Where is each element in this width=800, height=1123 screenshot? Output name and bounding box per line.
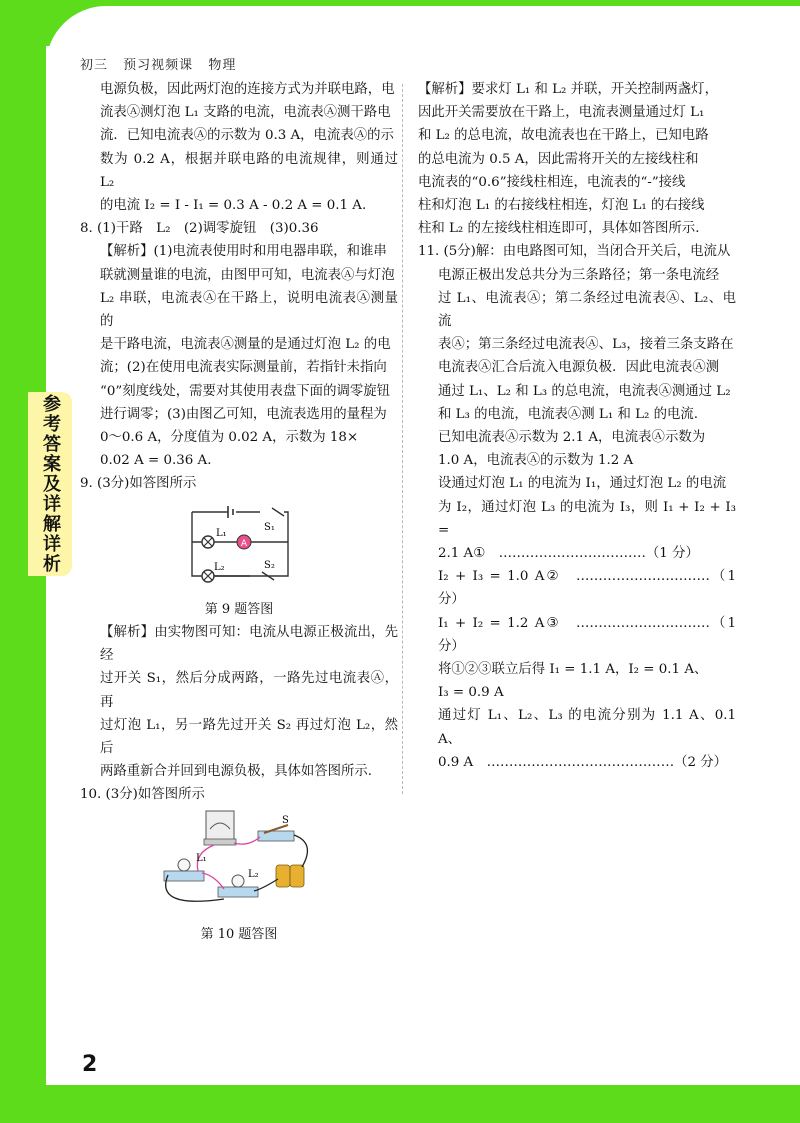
q9-circuit-diagram [80,498,398,596]
question-10-answer: 10. (3分)如答图所示 [80,787,205,803]
text-line: 2.1 A① ……………………………（1 分） [438,546,699,562]
switch-s2-label: S₂ [264,559,275,571]
text-line: 的电流 I₂ = I - I₁ = 0.3 A - 0.2 A = 0.1 A. [100,198,367,214]
text-line: 【解析】要求灯 L₁ 和 L₂ 并联，开关控制两盏灯， [418,82,718,97]
text-line: 表Ⓐ；第三条经过电流表Ⓐ、L₃，接着三条支路在 [438,337,734,353]
column-divider [402,84,403,794]
lamp-l2-label: L₂ [214,561,225,573]
text-line: 为 I₂，通过灯泡 L₃ 的电流为 I₃，则 I₁ + I₂ + I₃ = [438,499,736,538]
text-line: 电流表的“0.6”接线柱相连，电流表的“-”接线 [418,174,686,190]
text-line: 1.0 A，电流表Ⓐ的示数为 1.2 A [438,453,634,469]
left-column [80,78,398,946]
text-line: 联就测量谁的电流，由图甲可知，电流表Ⓐ与灯泡 [100,267,395,283]
q10-caption: 第 10 题答图 [200,926,278,942]
text-line: 流；(2)在使用电流表实际测量前，若指针未指向 [100,360,387,376]
text-line: 过 L₁、电流表Ⓐ；第二条经过电流表Ⓐ、L₂、电流 [438,290,736,330]
text-line: 电源正极出发总共分为三条路径；第一条电流经 [438,267,720,283]
text-line: 两路重新合并回到电源负极，具体如答图所示. [100,764,373,780]
q9-circuit-svg [184,498,294,588]
text-line: I₂ + I₃ = 1.0 A② …………………………（1 分） [438,569,736,608]
header-series: 预习视频课 [123,58,194,73]
text-line: 通过灯 L₁、L₂、L₃ 的电流分别为 1.1 A、0.1 A、 [438,708,736,747]
page-number: 2 [82,1052,98,1077]
text-line: 电源负极，因此两灯泡的连接方式为并联电路，电 [100,82,395,97]
text-line: 进行调零；(3)由图乙可知，电流表选用的量程为 [100,406,387,422]
lamp-l1-label: L₁ [196,852,207,864]
lamp-l1-label: L₁ [216,527,227,539]
text-line: I₁ + I₂ = 1.2 A③ …………………………（1 分） [438,615,736,654]
text-line: 柱和灯泡 L₁ 的右接线柱相连，灯泡 L₁ 的右接线 [418,198,705,214]
text-line: 和 L₃ 的电流，电流表Ⓐ测 L₁ 和 L₂ 的电流. [438,406,699,422]
lamp-l2-label: L₂ [248,868,259,880]
text-line: 已知电流表Ⓐ示数为 2.1 A，电流表Ⓐ示数为 [438,430,706,446]
text-line: 因此开关需要放在干路上，电流表测量通过灯 L₁ [418,105,705,121]
text-line: 和 L₂ 的总电流，故电流表也在干路上，已知电路 [418,128,709,144]
side-tab-label: 参考答案及详解详析 [40,394,61,574]
q9-caption: 第 9 题答图 [204,601,274,617]
text-line: I₃ = 0.9 A [438,685,504,701]
green-bottom-band [0,1085,800,1123]
text-line: 数为 0.2 A，根据并联电路的电流规律，则通过 L₂ [100,151,398,190]
question-9-answer: 9. (3分)如答图所示 [80,476,197,492]
battery-device-icon [276,865,304,887]
text-line: “0”刻度线处，需要对其使用表盘下面的调零旋钮 [100,383,391,399]
text-line: 0～0.6 A，分度值为 0.02 A，示数为 18× [100,430,359,446]
text-line: 流．已知电流表Ⓐ的示数为 0.3 A，电流表Ⓐ的示 [100,128,394,144]
q10-circuit-svg [154,809,324,913]
text-line: 通过 L₁、L₂ 和 L₃ 的总电流，电流表Ⓐ测通过 L₂ [438,383,731,399]
right-column [418,78,736,774]
switch-s-label: S [282,814,289,826]
text-line: 过开关 S₁，然后分成两路，一路先过电流表Ⓐ，再 [100,671,398,710]
side-tab [28,392,72,576]
switch-device-icon [258,825,294,841]
lamp-l2-icon [202,570,214,582]
text-line: 0.9 A ……………………………………（2 分） [438,754,728,770]
text-line: 【解析】由实物图可知：电流从电源正极流出，先经 [100,625,398,664]
page-header [80,54,246,73]
text-line: 过灯泡 L₁，另一路先过开关 S₂ 再过灯泡 L₂，然后 [100,717,398,757]
text-line: 的总电流为 0.5 A，因此需将开关的左接线柱和 [418,151,699,167]
header-grade: 初三 [80,58,109,73]
q10-physical-circuit [80,809,398,921]
question-8-answer: 8. (1)干路 L₂ (2)调零旋钮 (3)0.36 [80,221,319,237]
text-line: 流表Ⓐ测灯泡 L₁ 支路的电流，电流表Ⓐ测干路电 [100,105,391,121]
text-line: L₂ 串联，电流表Ⓐ在干路上，说明电流表Ⓐ测量的 [100,290,398,330]
switch-s1-label: S₁ [264,521,275,533]
text-line: 柱和 L₂ 的左接线柱相连即可，具体如答图所示. [418,221,700,237]
header-subject: 物理 [208,58,237,73]
text-line: 0.02 A = 0.36 A. [100,453,212,469]
ammeter-label: A [240,538,248,549]
text-line: 是干路电流，电流表Ⓐ测量的是通过灯泡 L₂ 的电 [100,337,391,353]
text-line: 【解析】(1)电流表使用时和用电器串联，和谁串 [100,244,387,260]
text-line: 将①②③联立后得 I₁ = 1.1 A，I₂ = 0.1 A、 [438,662,708,678]
question-11-answer: 11. (5分)解：由电路图可知，当闭合开关后，电流从 [418,244,731,260]
ammeter-device-icon [204,811,236,845]
text-line: 电流表Ⓐ汇合后流入电源负极．因此电流表Ⓐ测 [438,360,720,376]
lamp-l1-icon [202,536,214,548]
text-line: 设通过灯泡 L₁ 的电流为 I₁，通过灯泡 L₂ 的电流 [438,476,727,492]
